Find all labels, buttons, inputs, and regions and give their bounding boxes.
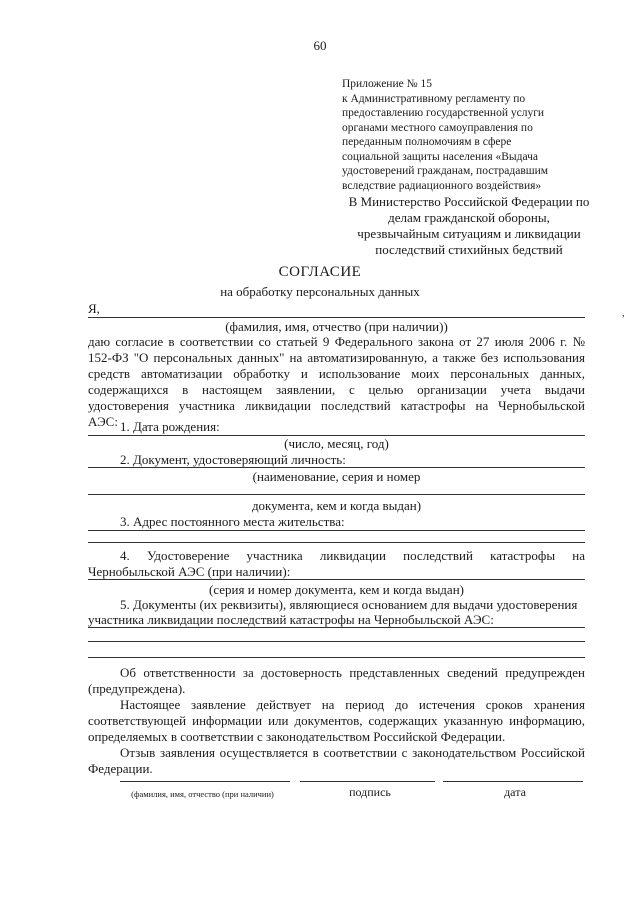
consent-line: содержащихся в настоящем заявлении, с целью организации учета выдачи (88, 382, 585, 397)
appendix-line: вследствие радиационного воздействия» (342, 179, 542, 192)
address-input-line[interactable] (88, 530, 585, 531)
revocation-text-2: Федерации. (88, 761, 153, 776)
certificate-hint: (серия и номер документа, кем и когда выдан) (209, 582, 464, 597)
consent-line: удостоверения участника ликвидации последствий катастрофы на Чернобыльской (88, 398, 585, 413)
certificate-label: 4. Удостоверение участника ликвидации последствий катастрофы на (120, 548, 585, 563)
addressee-line: делам гражданской обороны, (388, 210, 550, 225)
consent-line: даю согласие в соответствии со статьей 9 Федерального закона от 27 июля 2006 г. № (88, 334, 585, 349)
fio-input-line[interactable] (88, 317, 585, 318)
page-number: 60 (313, 38, 327, 53)
document-subtitle: на обработку персональных данных (220, 284, 420, 299)
signature-sign-hint: подпись (349, 785, 391, 799)
appendix-line: переданным полномочиям в сфере (342, 136, 512, 148)
document-input-line-2[interactable] (88, 494, 585, 495)
addressee-line: чрезвычайным ситуациям и ликвидации (357, 226, 581, 241)
validity-text: Настоящее заявление действует на период до истечения сроков хранения (120, 697, 585, 712)
signature-date-hint: дата (504, 785, 526, 799)
certificate-input-line[interactable] (88, 579, 585, 580)
validity-text-2: соответствующей информации или документов, содержащих указанную информацию, (88, 713, 585, 728)
appendix-header (342, 77, 582, 193)
consent-line: 152-ФЗ "О персональных данных" на автоматизированную, а также без использования (88, 350, 585, 365)
docs-input-line-2[interactable] (88, 641, 585, 642)
docs-input-line-3[interactable] (88, 657, 585, 658)
appendix-line: удостоверений гражданам, пострадавшим (342, 165, 549, 177)
signature-fio-line[interactable] (120, 781, 290, 782)
responsibility-text: Об ответственности за достоверность представленных сведений предупрежден (120, 665, 585, 680)
revocation-text: Отзыв заявления осуществляется в соответствии с законодательством Российской (120, 745, 585, 760)
birth-date-hint: (число, месяц, год) (284, 436, 389, 451)
document-hint: (наименование, серия и номер (252, 469, 421, 484)
addressee (334, 194, 604, 258)
address-label: 3. Адрес постоянного места жительства: (120, 514, 345, 529)
appendix-line: социальной защиты населения «Выдача (342, 150, 539, 163)
docs-input-line[interactable] (88, 627, 585, 628)
document-hint-2: документа, кем и когда выдан) (251, 498, 422, 513)
stray-mark: , (622, 308, 625, 319)
docs-label-2: участника ликвидации последствий катастрофы на Чернобыльской АЭС: (88, 612, 494, 627)
document-title: СОГЛАСИЕ (278, 264, 362, 280)
address-input-line-2[interactable] (88, 542, 585, 543)
signature-sign-line[interactable] (300, 781, 435, 782)
appendix-line: органами местного самоуправления по (342, 121, 533, 134)
appendix-line: Приложение № 15 (342, 78, 432, 90)
consent-line: АЭС: (88, 414, 118, 429)
addressee-line: В Министерство Российской Федерации по (348, 194, 590, 209)
signature-fio-hint: (фамилия, имя, отчество (при наличии) (131, 789, 274, 799)
document-input-line[interactable] (88, 467, 585, 468)
ya-label: Я, (88, 301, 100, 316)
birth-date-label: 1. Дата рождения: (120, 419, 220, 434)
document-label: 2. Документ, удостоверяющий личность: (120, 452, 346, 467)
responsibility-text-2: (предупреждена). (88, 681, 186, 696)
docs-label: 5. Документы (их реквизиты), являющиеся основанием для выдачи удостоверения (120, 597, 578, 612)
signature-date-line[interactable] (443, 781, 583, 782)
addressee-line: последствий стихийных бедствий (375, 242, 563, 257)
fio-hint: (фамилия, имя, отчество (при наличии)) (225, 319, 448, 334)
appendix-line: предоставлению государственной услуги (342, 107, 545, 119)
validity-text-3: определяемых в соответствии с законодательством Российской Федерации. (88, 729, 506, 744)
certificate-label-2: Чернобыльской АЭС (при наличии): (88, 564, 291, 579)
consent-line: средств автоматизации обработку и использование моих персональных данных, (88, 366, 585, 381)
appendix-line: к Административному регламенту по (342, 92, 526, 105)
